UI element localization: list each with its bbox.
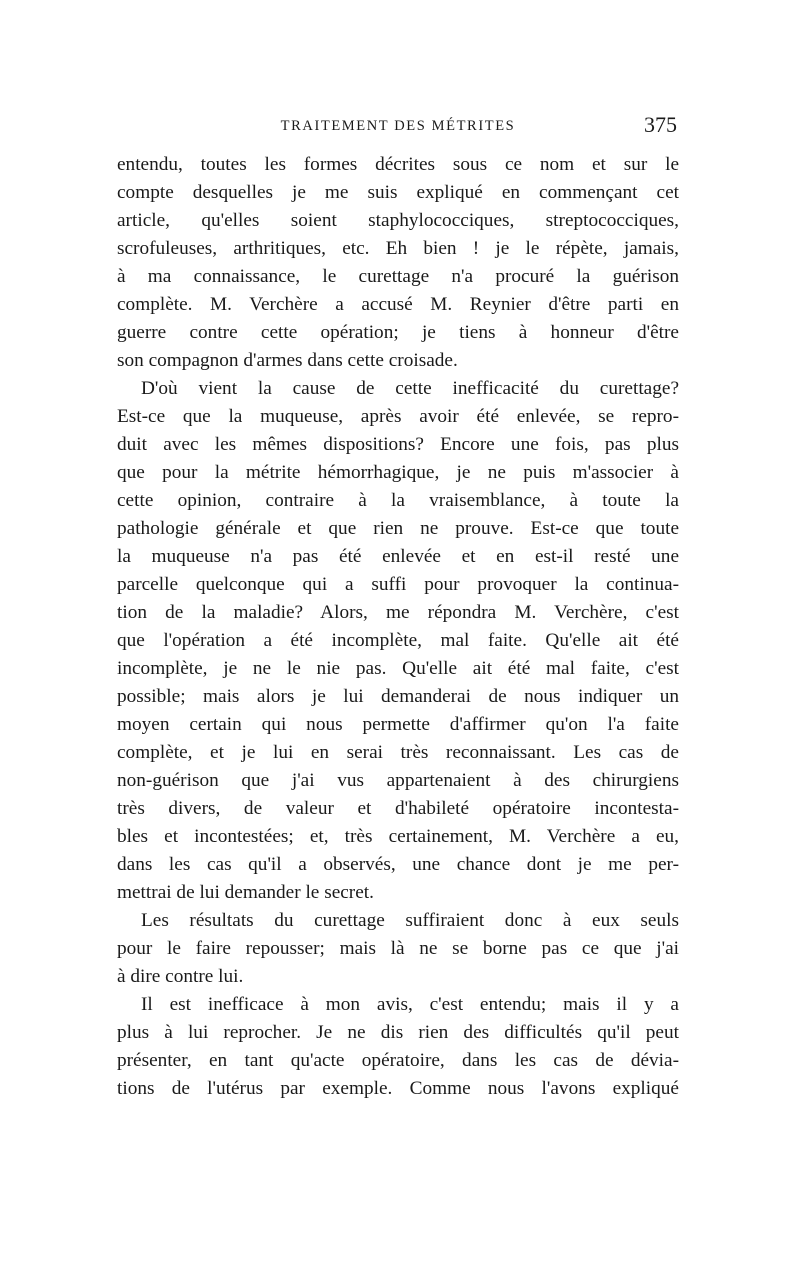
body-text xyxy=(117,151,679,1103)
text-line: compte desquelles je me suis expliqué en commençant cet xyxy=(117,182,679,203)
text-line: article, qu'elles soient staphylococciques, streptococciques, xyxy=(117,210,679,231)
text-line: Il est inefficace à mon avis, c'est entendu; mais il y a xyxy=(141,994,679,1015)
text-line: Les résultats du curettage suffiraient donc à eux seuls xyxy=(141,910,679,931)
text-line: à dire contre lui. xyxy=(117,966,244,987)
text-line: moyen certain qui nous permette d'affirmer qu'on l'a faite xyxy=(117,714,679,735)
text-line: tions de l'utérus par exemple. Comme nous l'avons expliqué xyxy=(117,1078,679,1099)
running-title: TRAITEMENT DES MÉTRITES xyxy=(280,118,516,134)
text-line: que pour la métrite hémorrhagique, je ne puis m'associer à xyxy=(117,462,679,483)
text-line: possible; mais alors je lui demanderai de nous indiquer un xyxy=(117,686,679,707)
text-line: tion de la maladie? Alors, me répondra M. Verchère, c'est xyxy=(117,602,679,623)
text-line: non-guérison que j'ai vus appartenaient à des chirurgiens xyxy=(117,770,679,791)
text-line: bles et incontestées; et, très certainement, M. Verchère a eu, xyxy=(117,826,679,847)
text-line: D'où vient la cause de cette inefficacité du curettage? xyxy=(141,378,679,399)
text-line: duit avec les mêmes dispositions? Encore une fois, pas plus xyxy=(117,434,679,455)
text-line: complète, et je lui en serai très reconnaissant. Les cas de xyxy=(117,742,679,763)
text-line: incomplète, je ne le nie pas. Qu'elle ait été mal faite, c'est xyxy=(117,658,679,679)
text-line: entendu, toutes les formes décrites sous ce nom et sur le xyxy=(117,154,679,175)
text-line: pathologie générale et que rien ne prouve. Est-ce que toute xyxy=(117,518,679,539)
text-line: cette opinion, contraire à la vraisemblance, à toute la xyxy=(117,490,679,511)
text-line: pour le faire repousser; mais là ne se borne pas ce que j'ai xyxy=(117,938,679,959)
text-line: dans les cas qu'il a observés, une chance dont je me per- xyxy=(117,854,679,875)
text-line: mettrai de lui demander le secret. xyxy=(117,882,374,903)
text-line: à ma connaissance, le curettage n'a procuré la guérison xyxy=(117,266,679,287)
running-header xyxy=(117,112,679,142)
text-line: la muqueuse n'a pas été enlevée et en est-il resté une xyxy=(117,546,679,567)
text-line: complète. M. Verchère a accusé M. Reynier d'être parti en xyxy=(117,294,679,315)
text-line: son compagnon d'armes dans cette croisade. xyxy=(117,350,458,371)
text-line: très divers, de valeur et d'habileté opératoire incontesta- xyxy=(117,798,679,819)
text-line: Est-ce que la muqueuse, après avoir été enlevée, se repro- xyxy=(117,406,679,427)
page-number: 375 xyxy=(644,112,677,137)
text-line: parcelle quelconque qui a suffi pour provoquer la continua- xyxy=(117,574,679,595)
text-line: scrofuleuses, arthritiques, etc. Eh bien ! je le répète, jamais, xyxy=(117,238,679,259)
text-line: plus à lui reprocher. Je ne dis rien des difficultés qu'il peut xyxy=(117,1022,679,1043)
text-line: guerre contre cette opération; je tiens à honneur d'être xyxy=(117,322,679,343)
text-line: présenter, en tant qu'acte opératoire, dans les cas de dévia- xyxy=(117,1050,679,1071)
text-line: que l'opération a été incomplète, mal faite. Qu'elle ait été xyxy=(117,630,679,651)
